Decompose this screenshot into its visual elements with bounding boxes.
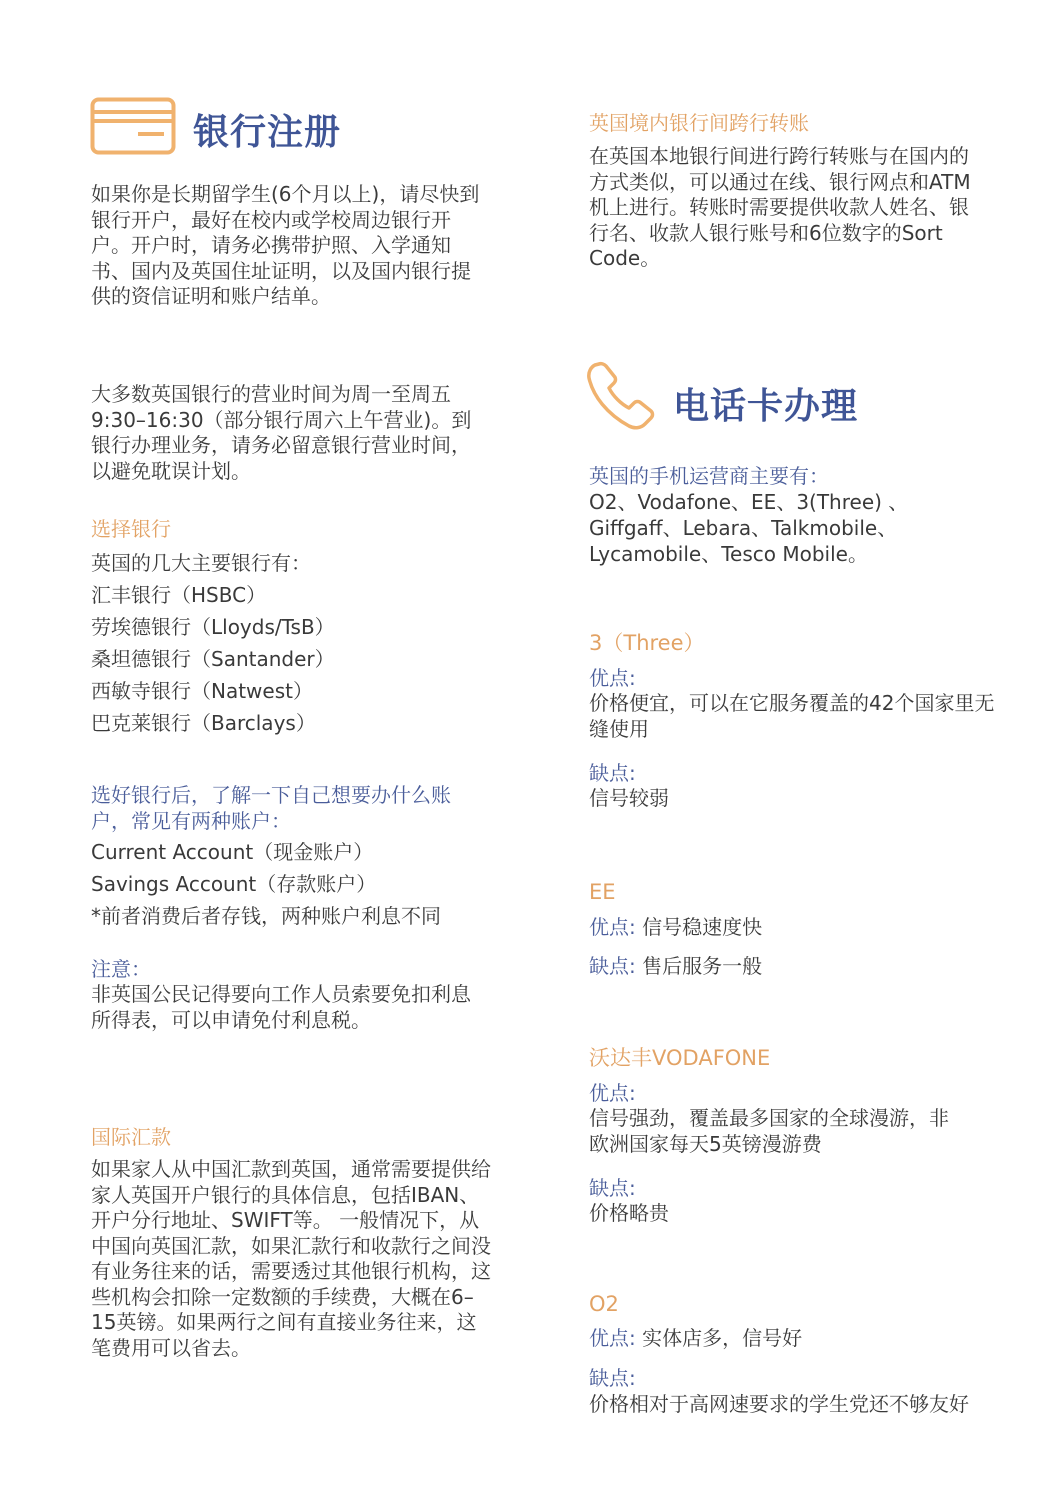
domestic-transfer-text: 在英国本地银行间进行跨行转账与在国内的方式类似，可以通过在线、银行网点和ATM机上进行。转账时需要提供收款人姓名、银行名、收款人银行账号和6位数字的Sort Code。	[589, 144, 971, 270]
bank-section-title: 银行注册	[193, 112, 342, 153]
carrier-ee-name: EE	[589, 880, 616, 904]
bank-list-item: 桑坦德银行（Santander）	[91, 647, 335, 671]
carrier-ee-cons: 售后服务一般	[642, 954, 763, 978]
operators-heading: 英国的手机运营商主要有：	[589, 464, 829, 488]
phone-section-title: 电话卡办理	[673, 386, 859, 427]
account-types-heading: 选好银行后，了解一下自己想要办什么账户，常见有两种账户：	[91, 783, 451, 833]
account-type-note: *前者消费后者存钱，两种账户利息不同	[91, 904, 441, 928]
account-types-list	[91, 836, 491, 932]
carrier-ee-pros-label: 优点:	[589, 915, 636, 939]
carrier-three-cons-label: 缺点:	[589, 761, 636, 785]
account-type-item: Current Account（现金账户）	[91, 840, 374, 864]
bank-list	[91, 547, 491, 739]
carrier-o2-cons: 价格相对于高网速要求的学生党还不够友好	[589, 1392, 969, 1416]
carrier-ee-cons-label: 缺点:	[589, 954, 636, 978]
operators-list	[589, 489, 1019, 567]
bank-list-item: 西敏寺银行（Natwest）	[91, 679, 313, 703]
bank-list-item: 劳埃德银行（Lloyds/TsB）	[91, 615, 335, 639]
carrier-three-cons: 信号较弱	[589, 786, 669, 810]
bank-hours-paragraph: 大多数英国银行的营业时间为周一至周五9:30–16:30（部分银行周六上午营业)。到银行办理业务，请务必留意银行营业时间，以避免耽误计划。	[91, 382, 472, 483]
carrier-vodafone-pros: 信号强劲，覆盖最多国家的全球漫游，非欧洲国家每天5英镑漫游费	[589, 1106, 949, 1156]
bank-list-intro: 英国的几大主要银行有：	[91, 551, 311, 575]
remittance-heading: 国际汇款	[91, 1125, 171, 1149]
carrier-three-pros-label: 优点:	[589, 666, 636, 690]
carrier-vodafone-pros-label: 优点:	[589, 1081, 636, 1105]
carrier-vodafone-name: 沃达丰VODAFONE	[589, 1046, 771, 1070]
carrier-ee-pros-row	[589, 914, 1019, 940]
carrier-o2-name: O2	[589, 1292, 619, 1316]
carrier-three-pros: 价格便宜，可以在它服务覆盖的42个国家里无缝使用	[589, 691, 995, 741]
carrier-three-name: 3（Three）	[589, 631, 705, 655]
carrier-o2-pros-row	[589, 1325, 1019, 1351]
carrier-vodafone-cons: 价格略贵	[589, 1201, 669, 1225]
choose-bank-heading: 选择银行	[91, 517, 171, 541]
domestic-transfer-heading: 英国境内银行间跨行转账	[589, 111, 809, 135]
bank-list-item: 汇丰银行（HSBC）	[91, 583, 267, 607]
operators-line: Lycamobile、Tesco Mobile。	[589, 542, 868, 566]
carrier-ee-cons-row	[589, 953, 1019, 979]
note-text: 非英国公民记得要向工作人员索要免扣利息所得表，可以申请免付利息税。	[91, 982, 471, 1032]
remittance-text: 如果家人从中国汇款到英国，通常需要提供给家人英国开户银行的具体信息，包括IBAN、开户分行地址、SWIFT等。 一般情况下，从中国向英国汇款，如果汇款行和收款行之间没有业务往来的话，需要透过其他银行机构，这些机构会扣除一定数额的手续费，大概在6–15英镑。如果两行之间有直接业务往来，这笔费用可以省去。	[91, 1157, 491, 1360]
phone-icon	[585, 360, 657, 432]
account-type-item: Savings Account（存款账户）	[91, 872, 377, 896]
bank-list-item: 巴克莱银行（Barclays）	[91, 711, 316, 735]
carrier-ee-pros: 信号稳速度快	[642, 915, 763, 939]
carrier-vodafone-cons-label: 缺点:	[589, 1176, 636, 1200]
operators-line: Giffgaff、Lebara、Talkmobile、	[589, 516, 898, 540]
note-label: 注意：	[91, 957, 151, 981]
credit-card-icon	[90, 97, 176, 155]
operators-line: O2、Vodafone、EE、3(Three) 、	[589, 490, 909, 514]
carrier-o2-cons-label: 缺点:	[589, 1366, 636, 1390]
carrier-o2-pros-label: 优点:	[589, 1326, 636, 1350]
bank-intro-paragraph: 如果你是长期留学生(6个月以上)，请尽快到银行开户，最好在校内或学校周边银行开户。开户时，请务必携带护照、入学通知书、国内及英国住址证明，以及国内银行提供的资信证明和账户结单。	[91, 182, 480, 308]
carrier-o2-pros: 实体店多，信号好	[642, 1326, 803, 1350]
